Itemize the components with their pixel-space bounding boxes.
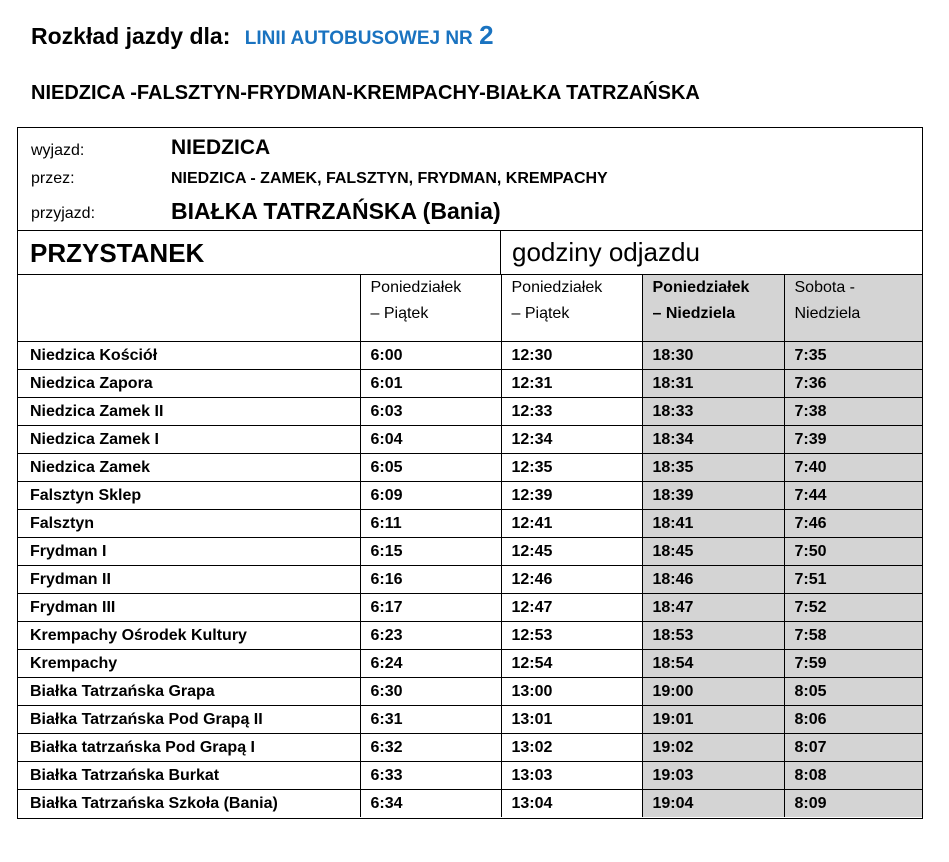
time-cell: 18:45: [642, 538, 784, 566]
table-row: [18, 454, 922, 482]
time-cell: 7:36: [784, 370, 922, 398]
time-cell: 6:05: [360, 454, 501, 482]
time-cell: 19:02: [642, 734, 784, 762]
time-cell: 7:39: [784, 426, 922, 454]
time-cell: 19:00: [642, 678, 784, 706]
time-cell: 6:00: [360, 342, 501, 370]
column-header-row: [18, 275, 922, 342]
stop-name: Białka Tatrzańska Burkat: [18, 762, 360, 790]
time-cell: 8:05: [784, 678, 922, 706]
time-cell: 6:16: [360, 566, 501, 594]
departure-label: wyjazd:: [31, 142, 85, 159]
stop-name: Krempachy Ośrodek Kultury: [18, 622, 360, 650]
time-cell: 8:08: [784, 762, 922, 790]
time-cell: 6:23: [360, 622, 501, 650]
arrival-label: przyjazd:: [31, 205, 96, 222]
stop-name: Białka Tatrzańska Pod Grapą II: [18, 706, 360, 734]
table-row: [18, 482, 922, 510]
time-cell: 19:01: [642, 706, 784, 734]
time-cell: 12:47: [501, 594, 642, 622]
time-cell: 6:17: [360, 594, 501, 622]
time-cell: 19:03: [642, 762, 784, 790]
timetable-frame: [17, 127, 923, 819]
departure-value: NIEDZICA: [171, 136, 271, 159]
stop-name: Falsztyn Sklep: [18, 482, 360, 510]
time-cell: 8:06: [784, 706, 922, 734]
time-cell: 18:39: [642, 482, 784, 510]
time-cell: 18:47: [642, 594, 784, 622]
route-title: NIEDZICA -FALSZTYN-FRYDMAN-KREMPACHY-BIAŁKA TATRZAŃSKA: [31, 82, 700, 104]
time-cell: 18:30: [642, 342, 784, 370]
table-row: [18, 594, 922, 622]
line-number: 2: [479, 20, 494, 50]
title-prefix: Rozkład jazdy dla:: [31, 23, 231, 49]
time-cell: 6:34: [360, 790, 501, 818]
time-cell: 12:46: [501, 566, 642, 594]
stop-name: Białka tatrzańska Pod Grapą I: [18, 734, 360, 762]
time-cell: 6:03: [360, 398, 501, 426]
table-row: [18, 734, 922, 762]
column-header-3: Poniedziałek – Niedziela: [642, 275, 784, 342]
timetable: [18, 275, 922, 817]
time-cell: 6:15: [360, 538, 501, 566]
stop-header: PRZYSTANEK: [18, 230, 501, 275]
time-cell: 13:01: [501, 706, 642, 734]
table-row: [18, 706, 922, 734]
time-cell: 6:30: [360, 678, 501, 706]
time-cell: 7:35: [784, 342, 922, 370]
stop-name: Krempachy: [18, 650, 360, 678]
via-value: NIEDZICA - ZAMEK, FALSZTYN, FRYDMAN, KREMPACHY: [171, 170, 608, 187]
stop-name: Frydman III: [18, 594, 360, 622]
time-cell: 7:59: [784, 650, 922, 678]
stop-name: Falsztyn: [18, 510, 360, 538]
stop-name: Białka Tatrzańska Szkoła (Bania): [18, 790, 360, 818]
time-cell: 13:02: [501, 734, 642, 762]
table-row: [18, 538, 922, 566]
table-row: [18, 762, 922, 790]
time-cell: 6:33: [360, 762, 501, 790]
time-cell: 6:32: [360, 734, 501, 762]
time-cell: 6:09: [360, 482, 501, 510]
time-cell: 6:24: [360, 650, 501, 678]
page-title: [31, 20, 494, 51]
stop-name: Niedzica Zamek I: [18, 426, 360, 454]
time-cell: 7:38: [784, 398, 922, 426]
time-cell: 6:01: [360, 370, 501, 398]
column-header-4: Sobota - Niedziela: [784, 275, 922, 342]
table-row: [18, 790, 922, 818]
stop-name: Niedzica Zapora: [18, 370, 360, 398]
time-cell: 18:54: [642, 650, 784, 678]
time-cell: 7:46: [784, 510, 922, 538]
time-cell: 12:39: [501, 482, 642, 510]
time-cell: 7:44: [784, 482, 922, 510]
time-cell: 12:30: [501, 342, 642, 370]
time-cell: 18:34: [642, 426, 784, 454]
table-row: [18, 398, 922, 426]
via-label: przez:: [31, 170, 75, 187]
time-cell: 13:00: [501, 678, 642, 706]
table-row: [18, 566, 922, 594]
stop-name: Niedzica Zamek: [18, 454, 360, 482]
time-cell: 6:31: [360, 706, 501, 734]
time-cell: 12:41: [501, 510, 642, 538]
stop-name: Niedzica Kościół: [18, 342, 360, 370]
time-cell: 13:03: [501, 762, 642, 790]
time-cell: 8:07: [784, 734, 922, 762]
time-cell: 18:41: [642, 510, 784, 538]
stop-name: Frydman I: [18, 538, 360, 566]
time-cell: 7:50: [784, 538, 922, 566]
table-row: [18, 650, 922, 678]
time-cell: 12:54: [501, 650, 642, 678]
time-cell: 18:31: [642, 370, 784, 398]
table-row: [18, 426, 922, 454]
time-cell: 7:40: [784, 454, 922, 482]
time-cell: 6:11: [360, 510, 501, 538]
table-row: [18, 678, 922, 706]
time-cell: 7:58: [784, 622, 922, 650]
stop-name: Białka Tatrzańska Grapa: [18, 678, 360, 706]
times-header: godziny odjazdu: [501, 230, 922, 275]
time-cell: 13:04: [501, 790, 642, 818]
time-cell: 6:04: [360, 426, 501, 454]
time-cell: 18:35: [642, 454, 784, 482]
time-cell: 18:33: [642, 398, 784, 426]
table-row: [18, 622, 922, 650]
route-info: [18, 128, 922, 231]
table-row: [18, 370, 922, 398]
time-cell: 12:35: [501, 454, 642, 482]
time-cell: 18:46: [642, 566, 784, 594]
column-header-1: Poniedziałek – Piątek: [360, 275, 501, 342]
time-cell: 7:52: [784, 594, 922, 622]
time-cell: 8:09: [784, 790, 922, 818]
time-cell: 12:33: [501, 398, 642, 426]
time-cell: 12:53: [501, 622, 642, 650]
table-row: [18, 342, 922, 370]
arrival-value: BIAŁKA TATRZAŃSKA (Bania): [171, 198, 501, 224]
time-cell: 12:34: [501, 426, 642, 454]
column-header-stop: [18, 275, 360, 342]
time-cell: 12:45: [501, 538, 642, 566]
time-cell: 12:31: [501, 370, 642, 398]
time-cell: 19:04: [642, 790, 784, 818]
time-cell: 7:51: [784, 566, 922, 594]
stop-name: Frydman II: [18, 566, 360, 594]
line-label: LINII AUTOBUSOWEJ NR: [244, 28, 473, 49]
time-cell: 18:53: [642, 622, 784, 650]
column-header-2: Poniedziałek – Piątek: [501, 275, 642, 342]
stop-name: Niedzica Zamek II: [18, 398, 360, 426]
table-row: [18, 510, 922, 538]
